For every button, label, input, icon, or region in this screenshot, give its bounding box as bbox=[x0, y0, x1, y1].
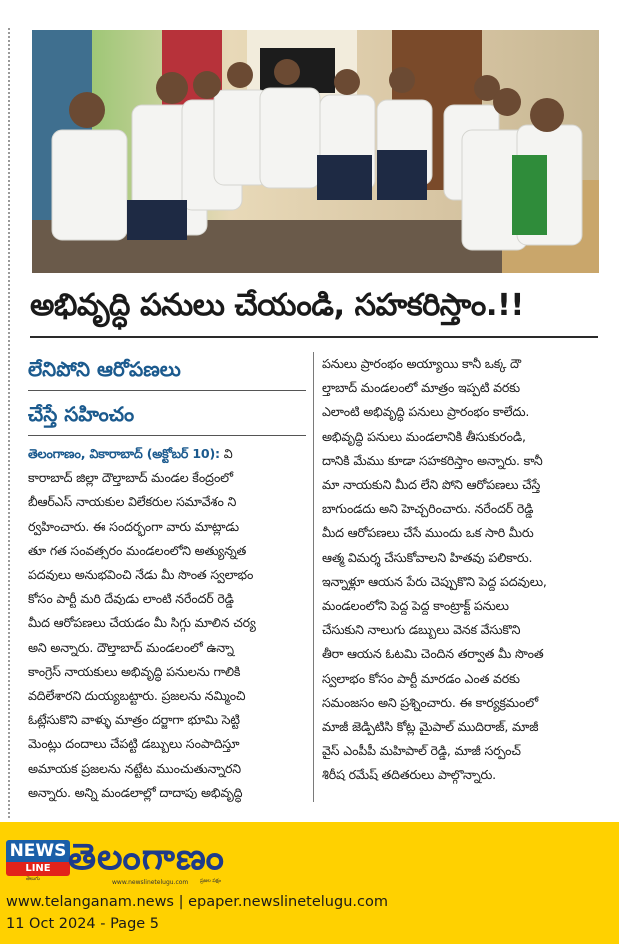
article-line: మాజీ జెడ్పిటిసి కోట్ల మైపాల్ ముదిరాజ్, మాజీ bbox=[322, 719, 539, 735]
article-line: కాంగ్రెస్ నాయకులు అభివృద్ధి పనులను గాలికి bbox=[28, 663, 241, 679]
article-line: బాగుండదు అని హెచ్చరించారు. నరేందర్ రెడ్డి bbox=[322, 501, 534, 517]
subhead-underline-2 bbox=[28, 435, 306, 436]
headline: అభివృద్ధి పనులు చేయండి, సహకరిస్తాం.!! bbox=[30, 288, 524, 323]
telanganam-logo: తెలంగాణం bbox=[68, 837, 225, 878]
article-line: తీరా ఆయన ఓటమి చెందిన తర్వాత మీ సొంత bbox=[322, 646, 544, 662]
column-separator bbox=[313, 352, 314, 802]
article-line: అమాయక ప్రజలను నట్టేట ముంచుతున్నారని bbox=[28, 760, 241, 776]
article-line: వైస్ ఎంపీపీ మహిపాల్ రెడ్డి, మాజీ సర్పంచ్ bbox=[322, 743, 521, 759]
article-line: సమంజసం అని ప్రశ్నించారు. ఈ కార్యక్రమంలో bbox=[322, 694, 538, 710]
article-body-right bbox=[322, 352, 600, 788]
article-line: ర్వహించారు. ఈ సందర్భంగా వారు మాట్లాడు bbox=[28, 518, 239, 534]
article-line: కారాబాద్ జిల్లా దౌల్తాబాద్ మండల కేంద్రంలో bbox=[28, 470, 233, 486]
article-line bbox=[28, 442, 306, 466]
article-line: ఎలాంటి అభివృద్ధి పనులు ప్రారంభం కాలేదు. bbox=[322, 404, 530, 420]
article-line: దానికి మేము కూడా సహకరిస్తాం అన్నారు. కానీ bbox=[322, 452, 543, 468]
subhead-underline-1 bbox=[28, 390, 306, 391]
article-line: అన్నారు. అన్ని మండలాల్లో దాదాపు అభివృద్ధి bbox=[28, 784, 243, 800]
article-line-text: వి bbox=[223, 446, 233, 461]
epaper-footer bbox=[0, 822, 619, 944]
article-line: అని అన్నారు. దౌల్తాబాద్ మండలంలో ఉన్నా bbox=[28, 639, 234, 655]
article-dateline: తెలంగాణం, వికారాబాద్ (అక్టోబర్ 10): bbox=[28, 446, 220, 461]
subhead-line-2: చేస్తే సహించం bbox=[28, 402, 135, 426]
article-body-left bbox=[28, 442, 306, 805]
article-line: బీఆర్ఎస్ నాయకుల విలేకరుల సమావేశం ని bbox=[28, 494, 237, 510]
scissor-cut-line bbox=[8, 28, 10, 818]
article-line: మీద ఆరోపణలు చేయడం మీ సిగ్గు మాలిన చర్య bbox=[28, 615, 256, 631]
article-line: వదిలేశారని దుయ్యబట్టారు. ప్రజలను నమ్మించి bbox=[28, 688, 246, 704]
article-line: మండలంలోని పెద్ద పెద్ద కాంట్రాక్ట్ పనులు bbox=[322, 598, 509, 614]
article-column-left bbox=[28, 352, 306, 805]
article-line: స్వలాభం కోసం పార్టీ మారడం ఎంత వరకు bbox=[322, 670, 520, 686]
subhead-line-1: లేనిపోని ఆరోపణలు bbox=[28, 357, 181, 381]
newsline-logo-caption: తెలుగు bbox=[26, 876, 40, 882]
newsline-logo bbox=[6, 840, 70, 880]
article-line: శిరీష రమేష్ తదితరులు పాల్గొన్నారు. bbox=[322, 767, 496, 783]
article-line: కోసం పార్టీ మరి దేవుడు లాంటి నరేందర్ రెడ్డి bbox=[28, 591, 234, 607]
newsline-logo-news: NEWS bbox=[6, 840, 70, 862]
article-line: అభివృద్ధి పనులు మండలానికి తీసుకురండి, bbox=[322, 428, 526, 444]
article-line: చేసుకుని నాలుగు డబ్బులు వెనక వేసుకొని bbox=[322, 622, 521, 638]
footer-date-page: 11 Oct 2024 - Page 5 bbox=[6, 916, 160, 932]
article-line: మీద ఆరోపణలు చేసే ముందు ఒక సారి మీరు bbox=[322, 525, 534, 541]
article-line: పనులు ప్రారంభం అయ్యాయి కానీ ఒక్క దౌ bbox=[322, 356, 521, 371]
newsline-logo-line: LINE bbox=[6, 862, 70, 876]
article-line: ల్తాబాద్ మండలంలో మాత్రం ఇప్పటి వరకు bbox=[322, 380, 520, 396]
article-line: తూ గత సంవత్సరం మండలంలోని అత్యున్నత bbox=[28, 542, 247, 558]
article-line: మా నాయకుని మీద లేని పోని ఆరోపణలు చేస్తే bbox=[322, 477, 541, 493]
article-line: ఆత్మ విమర్శ చేసుకోవాలని హితవు పలికారు. bbox=[322, 549, 533, 565]
news-photo bbox=[32, 30, 599, 273]
article-line: ఓట్లేసుకొని వాళ్ళు మాత్రం దర్జాగా భూమి సెట్టి bbox=[28, 712, 240, 728]
article-line: పదవులు అనుభవించి నేడు మీ సొంత స్వలాభం bbox=[28, 567, 254, 583]
footer-links[interactable]: www.telanganam.news | epaper.newslinetelugu.com bbox=[6, 894, 388, 910]
brand-website: www.newslinetelugu.com bbox=[112, 879, 189, 886]
news-photo-illustration bbox=[32, 30, 599, 273]
article-column-right bbox=[322, 352, 600, 788]
brand-tagline: ప్రజల పక్షం bbox=[200, 878, 222, 884]
article-line: మెంట్లు దందాలు చేపట్టి డబ్బులు సంపాదిస్తూ bbox=[28, 736, 240, 752]
article-line: ఇన్నాళ్లూ ఆయన పేరు చెప్పుకొని పెద్ద పదవులు, bbox=[322, 573, 547, 589]
headline-rule bbox=[30, 336, 598, 338]
